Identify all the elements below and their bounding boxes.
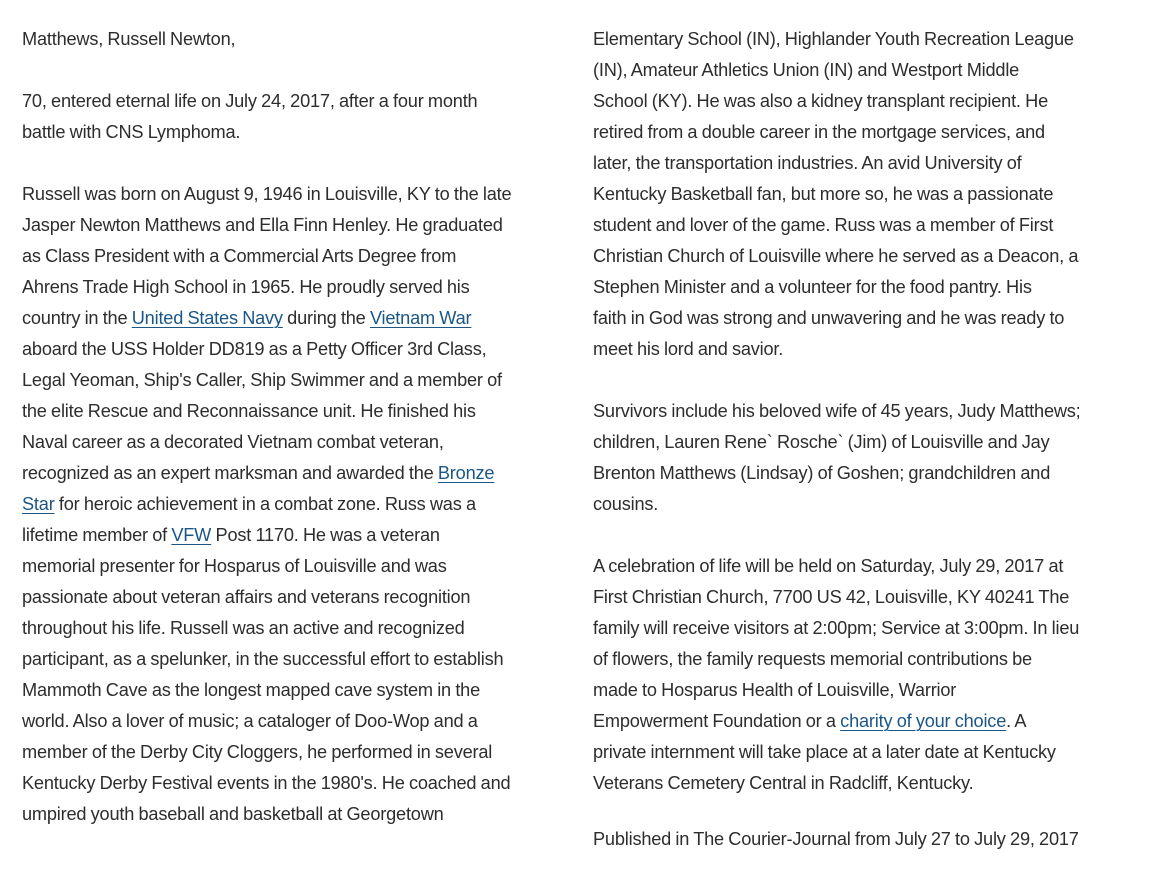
bio-line: Stephen Minister and a volunteer for the food pantry. His — [593, 277, 1032, 297]
published-text: Published in The Courier-Journal from July 27 to July 29, 2017 — [593, 829, 1079, 849]
bio-line: Kentucky Derby Festival events in the 1980's. He coached and — [22, 773, 511, 793]
bio-line: Elementary School (IN), Highlander Youth Recreation League — [593, 29, 1074, 49]
bio-line: Russell was born on August 9, 1946 in Louisville, KY to the late — [22, 184, 512, 204]
intro-paragraph — [22, 86, 552, 148]
bio-line — [22, 303, 552, 334]
survivors-line: cousins. — [593, 494, 659, 514]
service-line: made to Hosparus Health of Louisville, Warrior — [593, 680, 957, 700]
bio-line: retired from a double career in the mortgage services, and — [593, 122, 1045, 142]
bio-line — [22, 458, 552, 489]
service-line: A celebration of life will be held on Saturday, July 29, 2017 at — [593, 556, 1064, 576]
bio-line: Christian Church of Louisville where he served as a Deacon, a — [593, 246, 1079, 266]
published-note — [593, 824, 1123, 855]
service-line: First Christian Church, 7700 US 42, Louisville, KY 40241 The — [593, 587, 1070, 607]
service-text: Empowerment Foundation or a — [593, 711, 841, 731]
service-line: private internment will take place at a later date at Kentucky — [593, 742, 1056, 762]
deceased-name: Matthews, Russell Newton, — [22, 29, 236, 49]
bio-line: world. Also a lover of music; a cataloger of Doo-Wop and a — [22, 711, 478, 731]
charity-of-your-choice-link[interactable]: charity of your choice — [840, 711, 1007, 731]
bio-line: student and lover of the game. Russ was a member of First — [593, 215, 1054, 235]
service-line: family will receive visitors at 2:00pm; Service at 3:00pm. In lieu — [593, 618, 1080, 638]
survivors-line: Survivors include his beloved wife of 45 years, Judy Matthews; — [593, 401, 1081, 421]
service-line — [593, 706, 1123, 737]
service-line: of flowers, the family requests memorial contributions be — [593, 649, 1032, 669]
survivors-paragraph — [593, 396, 1123, 520]
united-states-navy-link[interactable]: United States Navy — [131, 308, 283, 328]
bio-line: memorial presenter for Hosparus of Louisville and was — [22, 556, 447, 576]
survivors-line: Brenton Matthews (Lindsay) of Goshen; grandchildren and — [593, 463, 1051, 483]
bio-line: Ahrens Trade High School in 1965. He proudly served his — [22, 277, 470, 297]
vietnam-war-link[interactable]: Vietnam War — [369, 308, 472, 328]
bio-line: faith in God was strong and unwavering and he was ready to — [593, 308, 1065, 328]
service-text: . A — [1006, 711, 1027, 731]
bio-line: umpired youth baseball and basketball at Georgetown — [22, 804, 444, 824]
obituary-heading — [22, 24, 552, 55]
intro-line: 70, entered eternal life on July 24, 2017, after a four month — [22, 91, 478, 111]
bio-text: for heroic achievement in a combat zone. Russ was a — [54, 494, 476, 514]
bronze-star-link[interactable]: Bronze — [437, 463, 495, 483]
bio-line: Legal Yeoman, Ship's Caller, Ship Swimmer and a member of — [22, 370, 502, 390]
bio-text: recognized as an expert marksman and awarded the — [22, 463, 438, 483]
bio-line: later, the transportation industries. An avid University of — [593, 153, 1022, 173]
bio-line: throughout his life. Russell was an active and recognized — [22, 618, 465, 638]
bio-line: Mammoth Cave as the longest mapped cave system in the — [22, 680, 481, 700]
biography-paragraph — [22, 179, 552, 830]
bio-line: (IN), Amateur Athletics Union (IN) and Westport Middle — [593, 60, 1020, 80]
bio-line: meet his lord and savior. — [593, 339, 784, 359]
vfw-link[interactable]: VFW — [171, 525, 212, 545]
bio-line: as Class President with a Commercial Arts Degree from — [22, 246, 457, 266]
bio-text: lifetime member of — [22, 525, 172, 545]
bio-line: passionate about veteran affairs and veterans recognition — [22, 587, 471, 607]
bronze-star-link[interactable]: Star — [22, 494, 55, 514]
obituary-right-column — [593, 24, 1123, 886]
bio-line: School (KY). He was also a kidney transplant recipient. He — [593, 91, 1048, 111]
bio-line: participant, as a spelunker, in the successful effort to establish — [22, 649, 504, 669]
survivors-line: children, Lauren Rene` Rosche` (Jim) of Louisville and Jay — [593, 432, 1050, 452]
bio-text: country in the — [22, 308, 132, 328]
bio-line: Naval career as a decorated Vietnam combat veteran, — [22, 432, 444, 452]
bio-line: the elite Rescue and Reconnaissance unit. He finished his — [22, 401, 476, 421]
bio-line — [22, 489, 552, 520]
bio-line: member of the Derby City Cloggers, he performed in several — [22, 742, 493, 762]
bio-text: during the — [282, 308, 370, 328]
service-line: Veterans Cemetery Central in Radcliff, Kentucky. — [593, 773, 974, 793]
intro-line: battle with CNS Lymphoma. — [22, 122, 241, 142]
bio-line: aboard the USS Holder DD819 as a Petty Officer 3rd Class, — [22, 339, 487, 359]
bio-line: Kentucky Basketball fan, but more so, he was a passionate — [593, 184, 1054, 204]
obituary-left-column — [22, 24, 552, 861]
service-paragraph — [593, 551, 1123, 799]
bio-text: Post 1170. He was a veteran — [211, 525, 440, 545]
bio-line: Jasper Newton Matthews and Ella Finn Henley. He graduated — [22, 215, 503, 235]
bio-line — [22, 520, 552, 551]
biography-paragraph-continued — [593, 24, 1123, 365]
